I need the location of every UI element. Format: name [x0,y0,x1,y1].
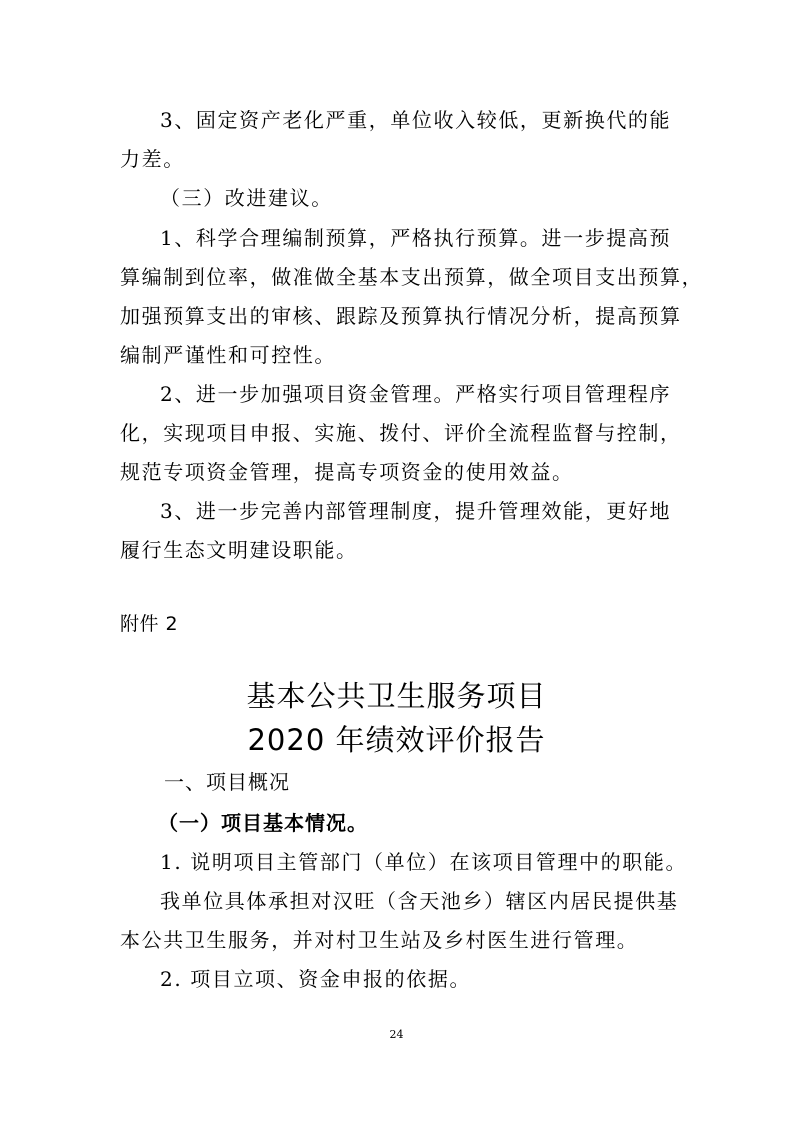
page-number: 24 [389,1028,404,1041]
body-text-line: 2、进一步加强项目资金管理。严格实行项目管理程序 [160,382,672,406]
body-text-line: 加强预算支出的审核、跟踪及预算执行情况分析，提高预算 [120,304,682,328]
heading-project-overview: 一、项目概况 [164,770,290,794]
body-text-line: 我单位具体承担对汉旺（含天池乡）辖区内居民提供基 [160,889,679,913]
body-text-line: 规范专项资金管理，提高专项资金的使用效益。 [120,460,574,484]
body-text-line: 算编制到位率，做准做全基本支出预算，做全项目支出预算， [120,265,704,289]
body-text-line: 化，实现项目申报、实施、拨付、评价全流程监督与控制， [120,421,682,445]
body-text-line: 1、科学合理编制预算，严格执行预算。进一步提高预 [160,226,672,250]
body-text-line: 3、进一步完善内部管理制度，提升管理效能，更好地 [160,499,672,523]
body-text-line: 履行生态文明建设职能。 [120,538,358,562]
attachment-label: 附件 2 [120,613,179,635]
body-text-line: 2. 项目立项、资金申报的依据。 [160,967,472,991]
section-heading: （三）改进建议。 [160,186,333,210]
body-text-line: 本公共卫生服务，并对村卫生站及乡村医生进行管理。 [120,928,639,952]
body-text-line: 力差。 [120,147,185,171]
body-text-line: 1. 说明项目主管部门（单位）在该项目管理中的职能。 [160,850,688,874]
report-title-line-2: 2020 年绩效评价报告 [247,723,546,757]
body-text-line: 3、固定资产老化严重，单位收入较低，更新换代的能 [160,108,672,132]
heading-basic-info: （一）项目基本情况。 [158,811,368,835]
report-title-line-1: 基本公共卫生服务项目 [246,679,547,713]
body-text-line: 编制严谨性和可控性。 [120,343,336,367]
